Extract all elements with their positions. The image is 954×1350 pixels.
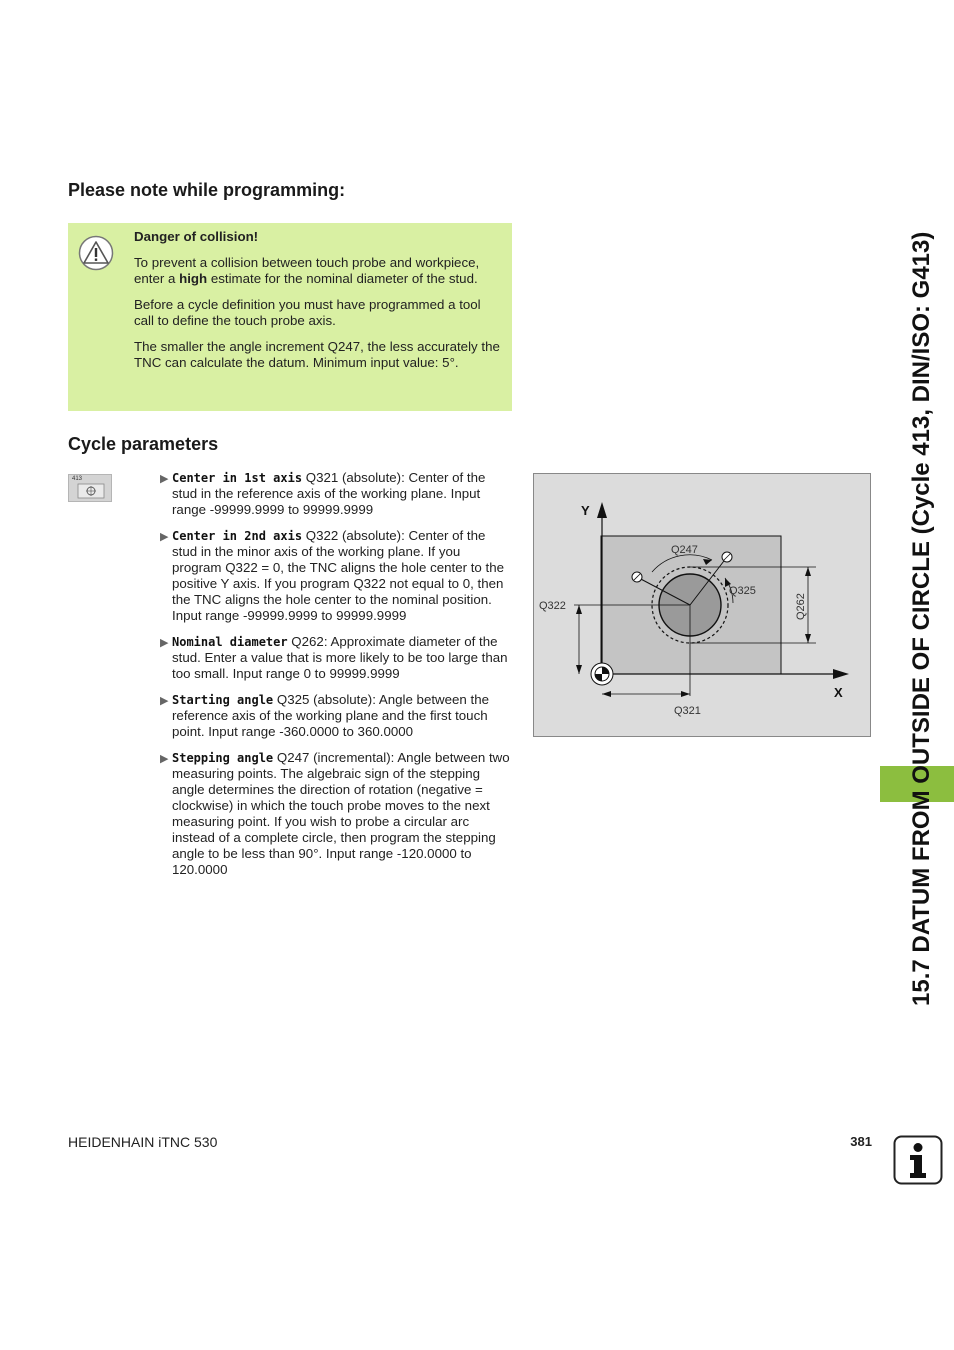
- note-paragraph-3: The smaller the angle increment Q247, the less accurately the TNC can calculate the datum. Minimum input value: 5°.: [134, 339, 500, 370]
- warning-triangle-icon: [78, 235, 114, 271]
- note-heading: Please note while programming:: [68, 180, 346, 200]
- page-number: 381: [850, 1134, 872, 1149]
- q325-label: Q325: [729, 585, 756, 597]
- param-description: Q322 (absolute): Center of the stud in the minor axis of the working plane. If you program Q322 = 0, the TNC aligns the hole center to the positive Y axis. If you program Q322 not equal to 0, then the TNC aligns the hole center to the nominal position. Input range -99999.9999 to 99999.9999: [172, 528, 505, 623]
- param-center-2nd-axis: [158, 528, 510, 624]
- triangle-bullet-icon: ▶: [160, 473, 169, 485]
- cycle-icon-label: 413: [72, 476, 83, 482]
- param-name: Stepping angle: [172, 751, 274, 765]
- triangle-bullet-icon: ▶: [160, 695, 169, 707]
- param-description: Q321 (absolute): Center of the stud in the reference axis of the working plane. Input range -99999.9999 to 99999.9999: [172, 470, 486, 517]
- note-paragraph-2: Before a cycle definition you must have programmed a tool call to define the touch probe axis.: [134, 297, 481, 328]
- param-description: Q325 (absolute): Angle between the reference axis of the working plane and the first touch point. Input range -360.0000 to 360.0000: [172, 692, 490, 739]
- param-description: Q247 (incremental): Angle between two measuring points. The algebraic sign of the stepping angle determines the direction of rotation (negative = clockwise) in which the touch probe moves to the next measuring point. If you wish to probe a circular arc instead of a complete circle, then program the stepping angle to be less than 90°. Input range -120.0000 to 120.0000: [172, 750, 510, 877]
- cycle-413-softkey-icon: [68, 474, 112, 502]
- q262-label: Q262: [795, 593, 807, 620]
- param-center-1st-axis: [158, 470, 510, 518]
- parameter-list: [158, 470, 510, 888]
- param-name: Nominal diameter: [172, 635, 288, 649]
- param-name: Starting angle: [172, 693, 274, 707]
- cycle-413-diagram: [533, 473, 871, 737]
- q322-label: Q322: [539, 600, 566, 612]
- triangle-bullet-icon: ▶: [160, 637, 169, 649]
- param-stepping-angle: [158, 750, 510, 878]
- params-heading: Cycle parameters: [68, 434, 219, 454]
- warning-note-box: [68, 223, 512, 411]
- note-title: Danger of collision!: [134, 229, 259, 244]
- param-name: Center in 1st axis: [172, 471, 303, 485]
- triangle-bullet-icon: ▶: [160, 753, 169, 765]
- param-nominal-diameter: [158, 634, 510, 682]
- info-icon: [893, 1135, 943, 1185]
- note-paragraph-1: To prevent a collision between touch probe and workpiece, enter a high estimate for the nominal diameter of the stud.: [134, 255, 480, 286]
- param-description: Q262: Approximate diameter of the stud. Enter a value that is more likely to be too large than too small. Input range 0 to 99999.9999: [172, 634, 508, 681]
- q321-label: Q321: [674, 705, 701, 717]
- footer-product-name: HEIDENHAIN iTNC 530: [68, 1134, 218, 1150]
- note-text: [134, 229, 504, 381]
- param-starting-angle: [158, 692, 510, 740]
- param-name: Center in 2nd axis: [172, 529, 303, 543]
- chapter-side-title: 15.7 DATUM FROM OUTSIDE OF CIRCLE (Cycle 413, DIN/ISO: G413): [908, 231, 935, 1006]
- x-axis-label: X: [834, 685, 843, 700]
- triangle-bullet-icon: ▶: [160, 531, 169, 543]
- y-axis-label: Y: [581, 503, 590, 518]
- q247-label: Q247: [671, 544, 698, 556]
